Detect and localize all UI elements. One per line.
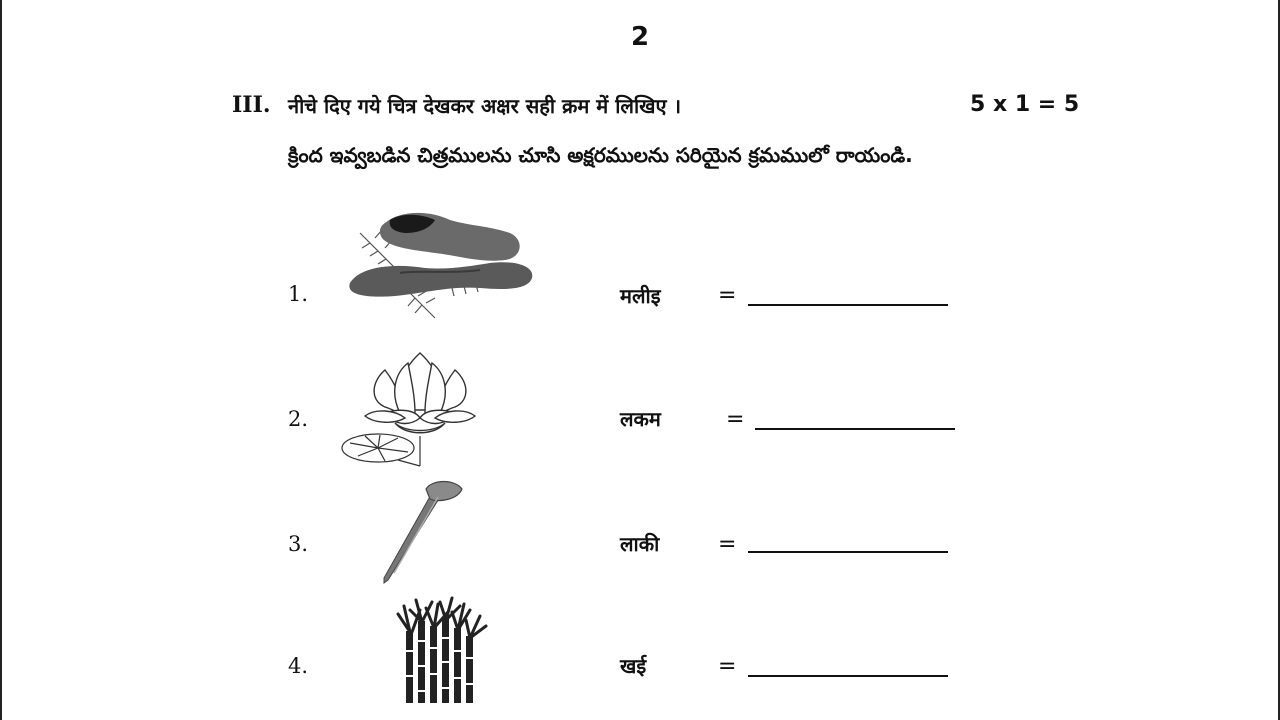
question-marks: 5 x 1 = 5 xyxy=(970,92,1080,117)
question-instruction-hindi: नीचे दिए गये चित्र देखकर अक्षर सही क्रम में लिखिए । xyxy=(288,94,682,118)
equals-sign: = xyxy=(726,407,745,432)
list-item xyxy=(0,340,1280,460)
jumbled-word: खई xyxy=(620,654,647,678)
lotus-flower-picture xyxy=(340,348,510,468)
jumbled-word: लकम xyxy=(620,407,661,431)
question-number: III. xyxy=(232,92,271,118)
page-number: 2 xyxy=(630,22,650,52)
answer-line[interactable] xyxy=(748,304,948,306)
sugarcane-picture xyxy=(340,596,510,706)
nail-picture xyxy=(340,475,490,587)
tamarind-pods-picture xyxy=(340,208,550,323)
equals-sign: = xyxy=(718,532,737,557)
list-item xyxy=(0,470,1280,590)
equals-sign: = xyxy=(718,654,737,679)
item-number: 4. xyxy=(288,654,309,678)
list-item xyxy=(0,590,1280,710)
item-number: 3. xyxy=(288,532,309,556)
list-item xyxy=(0,200,1280,320)
item-number: 2. xyxy=(288,407,309,431)
item-number: 1. xyxy=(288,282,309,306)
answer-line[interactable] xyxy=(748,675,948,677)
jumbled-word: मलीइ xyxy=(620,284,661,308)
answer-line[interactable] xyxy=(748,551,948,553)
answer-line[interactable] xyxy=(755,428,955,430)
equals-sign: = xyxy=(718,283,737,308)
question-instruction-telugu: క్రింద ఇవ్వబడిన చిత్రములను చూసి అక్షరములను సరియైన క్రమములో రాయండి. xyxy=(288,143,913,167)
jumbled-word: लाकी xyxy=(620,532,660,556)
